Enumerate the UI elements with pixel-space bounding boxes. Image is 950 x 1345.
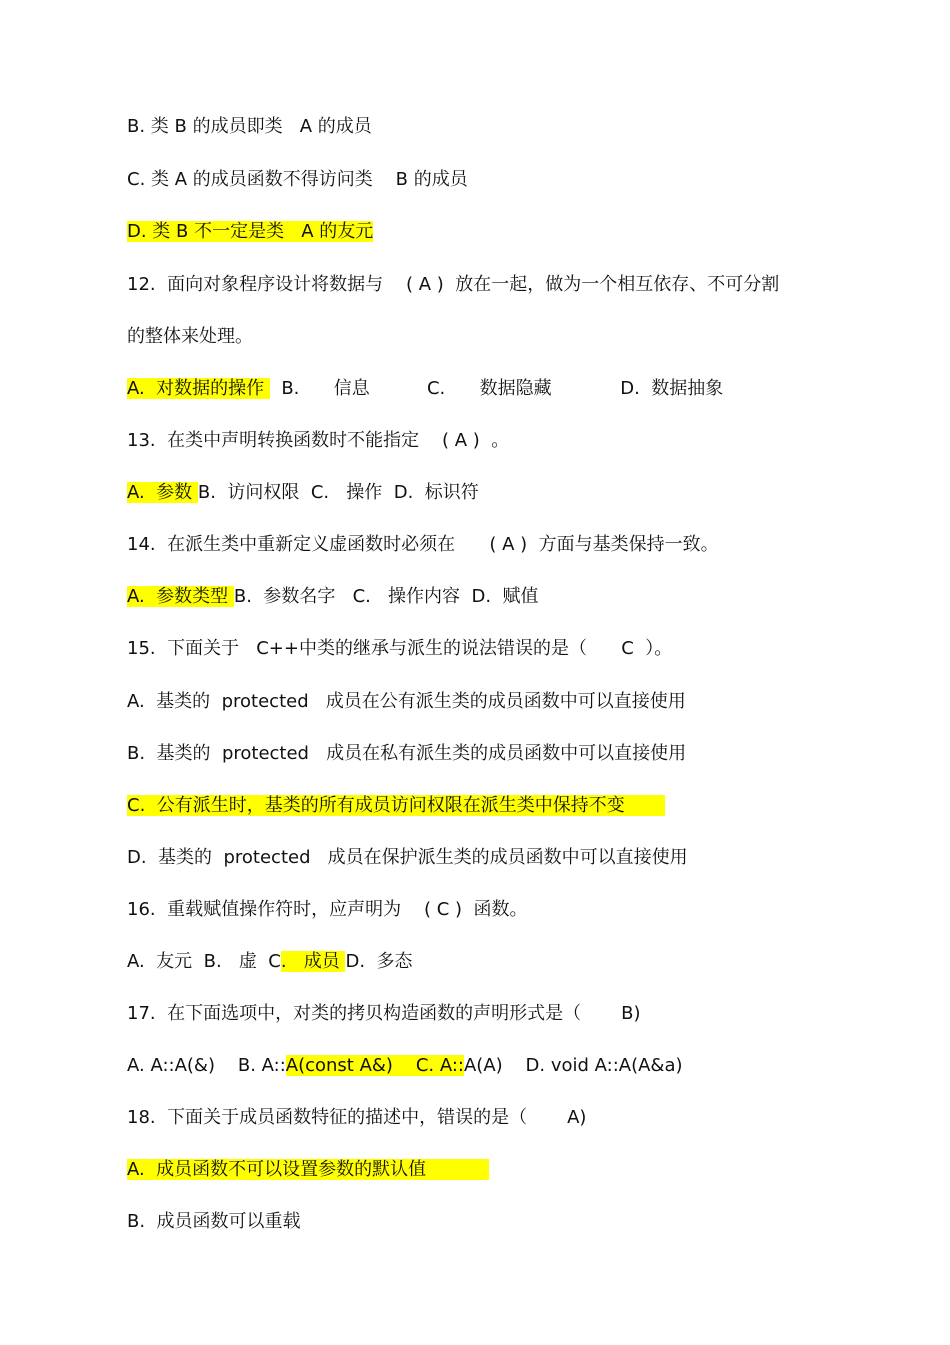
q15-option-d: D. 基类的 protected 成员在保护派生类的成员函数中可以直接使用 xyxy=(127,847,688,868)
q16-answer-highlight: . 成员 xyxy=(280,951,346,972)
q12-answer-highlight: A. 对数据的操作 xyxy=(127,378,270,399)
q11-answer-highlight: D. 类 B 不一定是类 A 的友元 xyxy=(127,221,374,242)
q17-options-pre: A. A::A(&) B. A:: xyxy=(127,1055,286,1076)
q17-options xyxy=(127,1053,683,1079)
q11-option-c: C. 类 A 的成员函数不得访问类 B 的成员 xyxy=(127,169,468,190)
q11-option-b: B. 类 B 的成员即类 A 的成员 xyxy=(127,116,372,137)
q15-option-a: A. 基类的 protected 成员在公有派生类的成员函数中可以直接使用 xyxy=(127,691,686,712)
q14-options xyxy=(127,584,539,610)
q12-text-cont: 的整体来处理。 xyxy=(127,326,253,347)
q18-option-b: B. 成员函数可以重载 xyxy=(127,1211,301,1232)
q12-options-rest: B. 信息 C. 数据隐藏 D. 数据抽象 xyxy=(269,378,724,399)
q18-option-a xyxy=(127,1157,489,1183)
q15-answer-highlight: C. 公有派生时，基类的所有成员访问权限在派生类中保持不变 xyxy=(127,795,665,816)
q12-options xyxy=(127,376,723,402)
q13-text: 13. 在类中声明转换函数时不能指定 ( A ) 。 xyxy=(127,430,510,451)
q15-option-b: B. 基类的 protected 成员在私有派生类的成员函数中可以直接使用 xyxy=(127,743,687,764)
q13-options xyxy=(127,480,479,506)
q13-options-rest: B. 访问权限 C. 操作 D. 标识符 xyxy=(197,482,479,503)
q15-option-c xyxy=(127,793,665,819)
q11-option-d xyxy=(127,219,373,245)
q16-options xyxy=(127,949,413,975)
q14-text: 14. 在派生类中重新定义虚函数时必须在 ( A ) 方面与基类保持一致。 xyxy=(127,534,719,555)
q16-text: 16. 重载赋值操作符时，应声明为 ( C ) 函数。 xyxy=(127,899,528,920)
q17-answer-highlight: A(const A&) C. A:: xyxy=(285,1055,464,1076)
q17-options-post: A(A) D. void A::A(A&a) xyxy=(463,1055,683,1076)
q12-text: 12. 面向对象程序设计将数据与 ( A ) 放在一起，做为一个相互依存、不可分割 xyxy=(127,274,780,295)
q14-answer-highlight: A. 参数类型 xyxy=(127,586,234,607)
q16-options-post: D. 多态 xyxy=(345,951,413,972)
q16-options-pre: A. 友元 B. 虚 C xyxy=(127,951,281,972)
q17-text: 17. 在下面选项中，对类的拷贝构造函数的声明形式是（ B) xyxy=(127,1003,641,1024)
q18-text: 18. 下面关于成员函数特征的描述中，错误的是（ A) xyxy=(127,1107,587,1128)
q14-options-rest: B. 参数名字 C. 操作内容 D. 赋值 xyxy=(233,586,539,607)
q18-answer-highlight: A. 成员函数不可以设置参数的默认值 xyxy=(127,1159,490,1180)
q13-answer-highlight: A. 参数 xyxy=(127,482,198,503)
q15-text: 15. 下面关于 C++中类的继承与派生的说法错误的是（ C ）。 xyxy=(127,638,673,659)
